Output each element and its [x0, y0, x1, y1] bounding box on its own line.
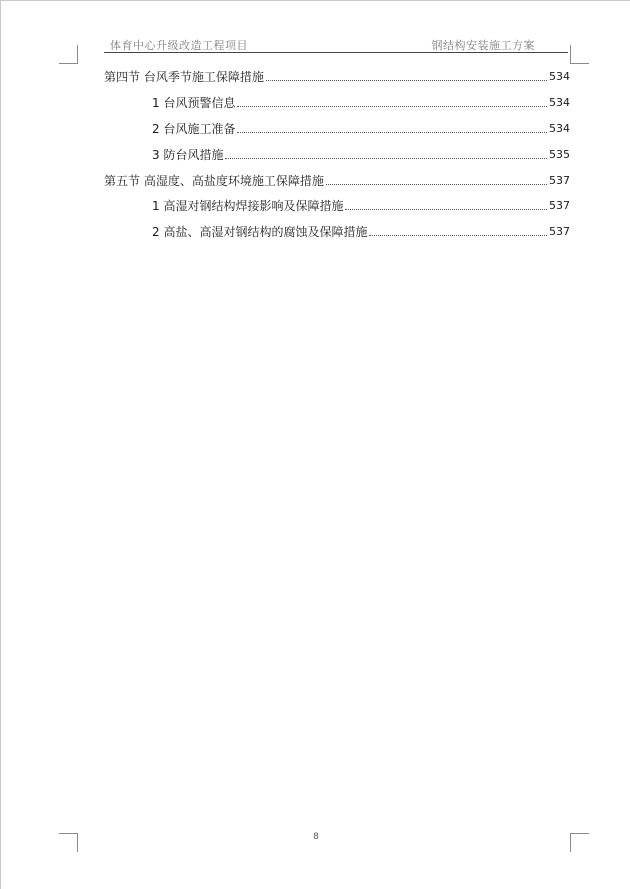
footer-page-number: 8 [313, 832, 319, 842]
crop-mark-top-right [570, 45, 589, 64]
toc-leader-dots [237, 106, 547, 107]
toc-entry-page: 534 [549, 122, 570, 135]
toc-entry-section-5[interactable] [104, 172, 570, 188]
toc-entry-label: 3 防台风措施 [152, 148, 224, 162]
toc-entry-typhoon-measures[interactable] [152, 146, 570, 162]
toc-leader-dots [326, 184, 547, 185]
toc-entry-salt-corrosion[interactable] [152, 223, 570, 239]
toc-leader-dots [225, 158, 547, 159]
header-document-title: 钢结构安装施工方案 [431, 39, 535, 52]
toc-entry-label: 1 高湿对钢结构焊接影响及保障措施 [152, 199, 344, 213]
toc-entry-page: 534 [549, 96, 570, 109]
toc-entry-label: 1 台风预警信息 [152, 96, 236, 110]
toc-entry-page: 537 [549, 225, 570, 238]
header-divider [104, 52, 568, 53]
crop-mark-top-left [59, 45, 78, 64]
toc-entry-label: 第四节 台风季节施工保障措施 [104, 70, 264, 84]
toc-leader-dots [266, 80, 547, 81]
header-project-name: 体育中心升级改造工程项目 [110, 39, 248, 52]
toc-entry-label: 2 高盐、高湿对钢结构的腐蚀及保障措施 [152, 225, 368, 239]
toc-entry-page: 537 [549, 199, 570, 212]
toc-leader-dots [369, 235, 547, 236]
toc-entry-page: 537 [549, 174, 570, 187]
toc-leader-dots [237, 132, 547, 133]
toc-entry-page: 535 [549, 148, 570, 161]
toc-entry-typhoon-preparation[interactable] [152, 120, 570, 136]
toc-entry-section-4[interactable] [104, 68, 570, 84]
toc-leader-dots [345, 209, 547, 210]
toc-entry-humidity-welding[interactable] [152, 197, 570, 213]
toc-entry-label: 第五节 高湿度、高盐度环境施工保障措施 [104, 174, 324, 188]
toc-entry-page: 534 [549, 70, 570, 83]
toc-entry-typhoon-warning[interactable] [152, 94, 570, 110]
toc-entry-label: 2 台风施工准备 [152, 122, 236, 136]
